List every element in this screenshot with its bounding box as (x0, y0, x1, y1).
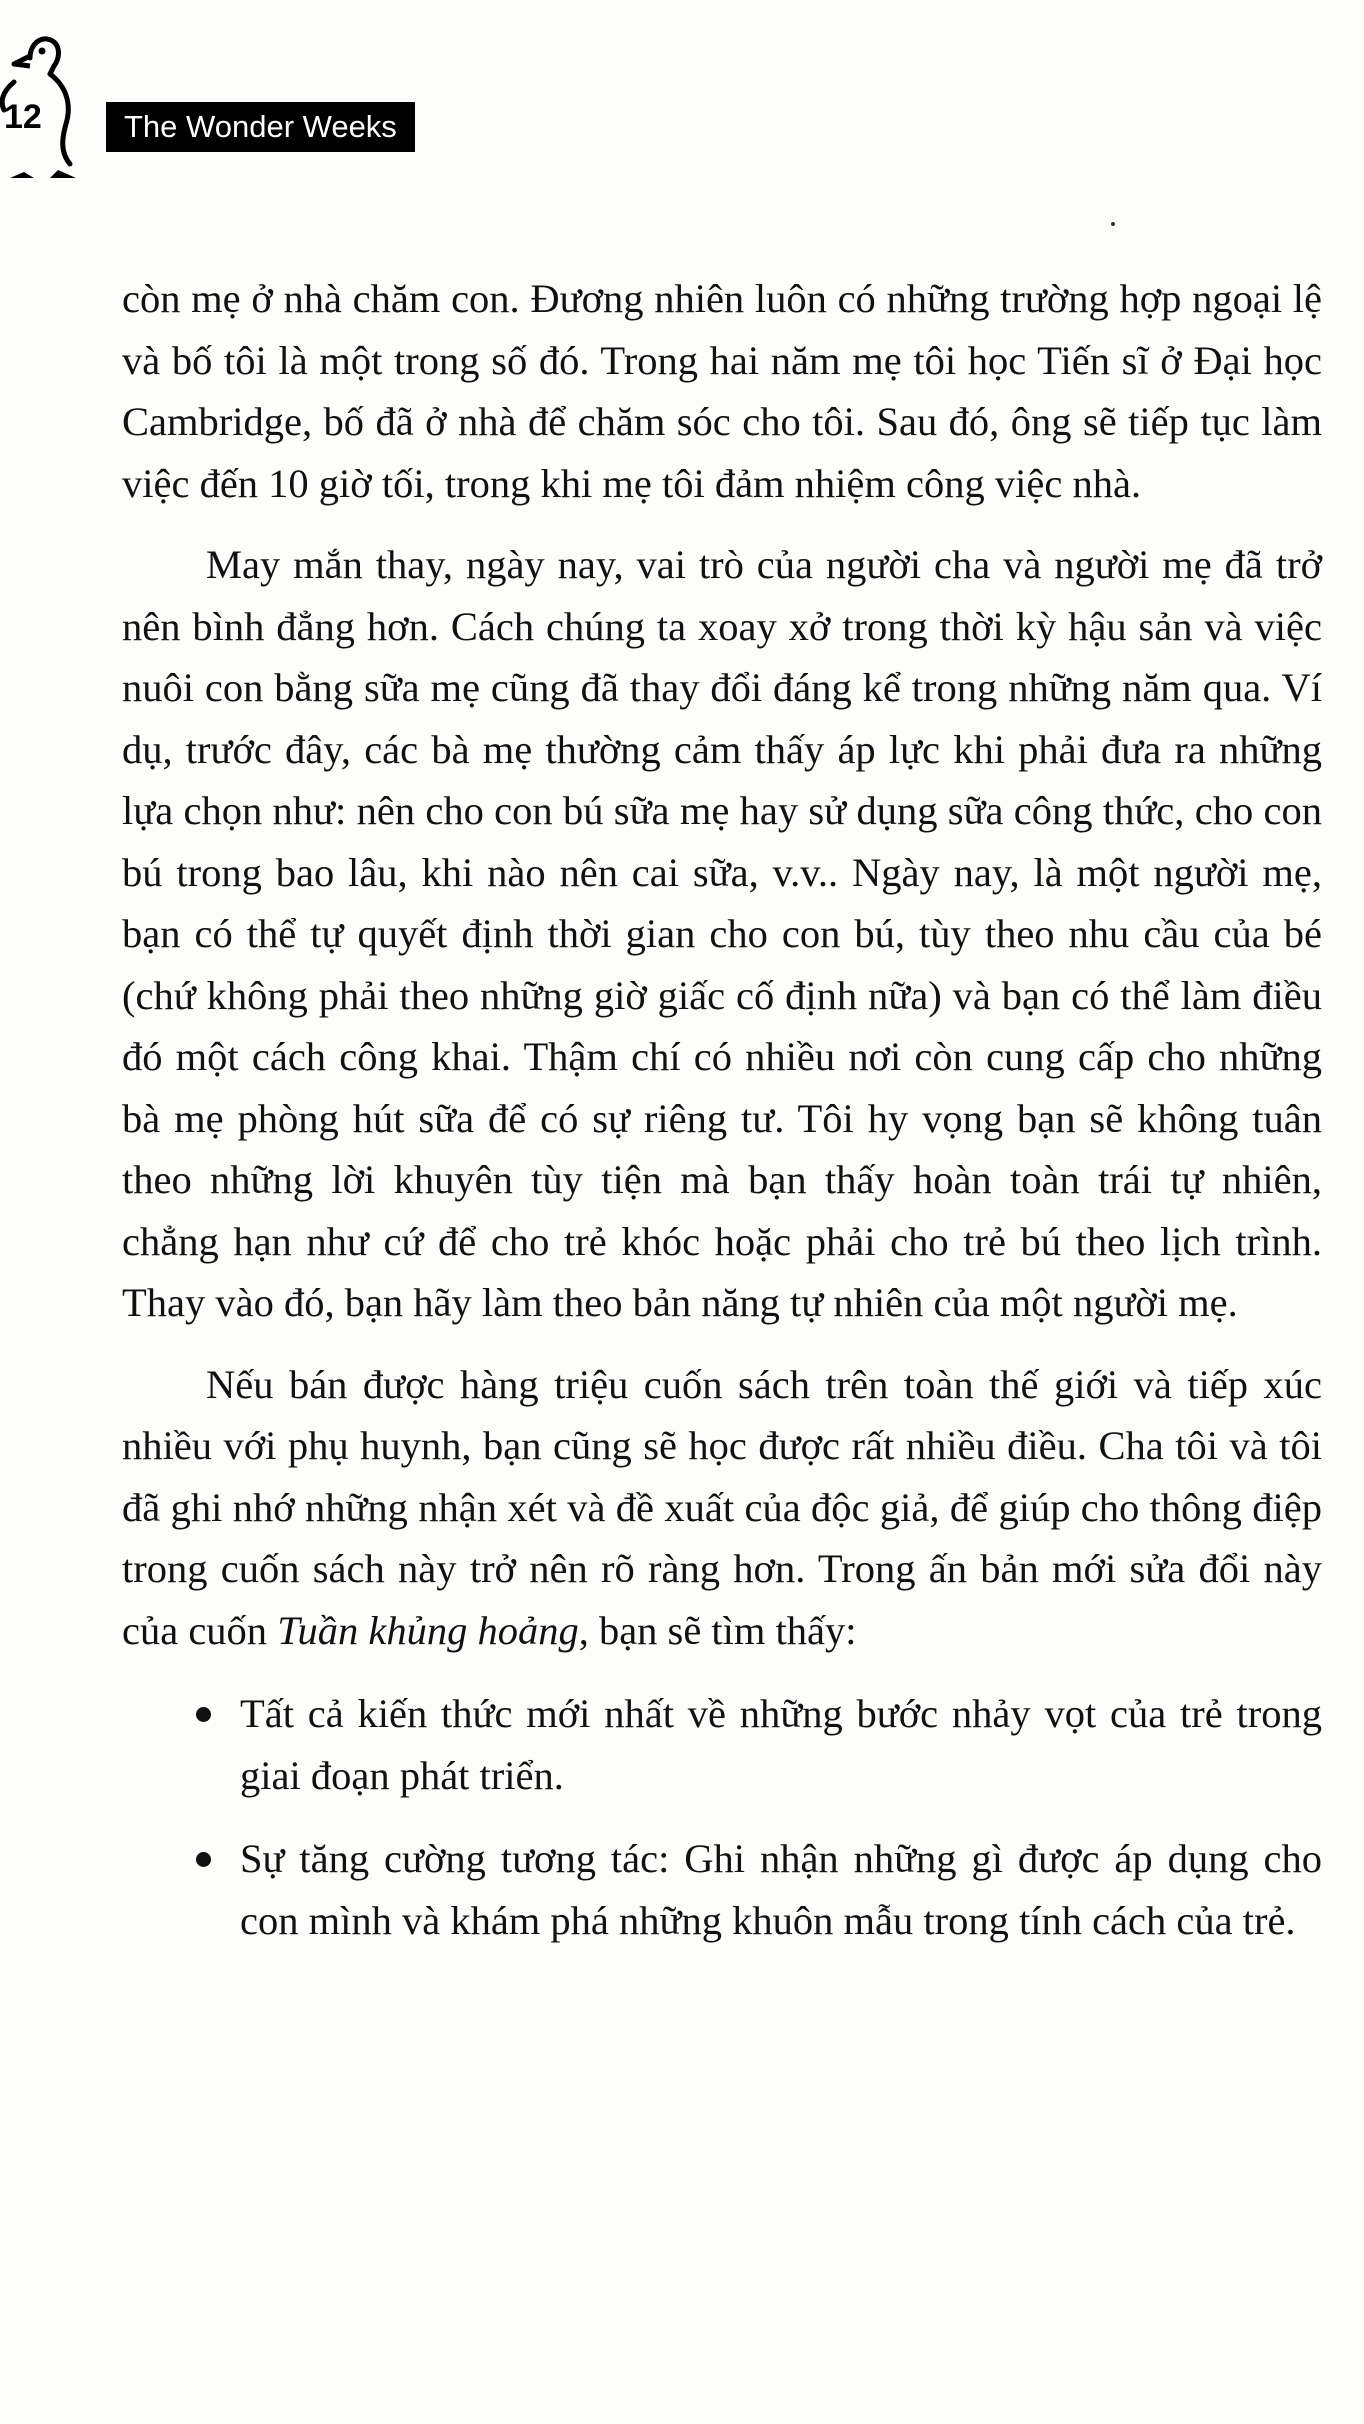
page-body (122, 268, 1322, 1973)
paragraph-3 (122, 1354, 1322, 1662)
page-header (0, 0, 1364, 190)
bullet-icon (196, 1852, 211, 1867)
paragraph-2: May mắn thay, ngày nay, vai trò của người cha và người mẹ đã trở nên bình đẳng hơn. Cách chúng ta xoay xở trong thời kỳ hậu sản và việc nuôi con bằng sữa mẹ cũng đã thay đổi đáng kể trong những năm qua. Ví dụ, trước đây, các bà mẹ thường cảm thấy áp lực khi phải đưa ra những lựa chọn như: nên cho con bú sữa mẹ hay sử dụng sữa công thức, cho con bú trong bao lâu, khi nào nên cai sữa, v.v.. Ngày nay, là một người mẹ, bạn có thể tự quyết định thời gian cho con bú, tùy theo nhu cầu của bé (chứ không phải theo những giờ giấc cố định nữa) và bạn có thể làm điều đó một cách công khai. Thậm chí có nhiều nơi còn cung cấp cho những bà mẹ phòng hút sữa để có sự riêng tư. Tôi hy vọng bạn sẽ không tuân theo những lời khuyên tùy tiện mà bạn thấy hoàn toàn trái tự nhiên, chẳng hạn như cứ để cho trẻ khóc hoặc phải cho trẻ bú theo lịch trình. Thay vào đó, bạn hãy làm theo bản năng tự nhiên của một người mẹ. (122, 542, 1322, 1325)
print-speck (1111, 222, 1115, 226)
list-item (122, 1683, 1322, 1806)
running-title: The Wonder Weeks (106, 102, 415, 152)
paragraph-3-text-end: , bạn sẽ tìm thấy: (578, 1607, 857, 1653)
paragraph-1: còn mẹ ở nhà chăm con. Đương nhiên luôn có những trường hợp ngoại lệ và bố tôi là một trong số đó. Trong hai năm mẹ tôi học Tiến sĩ ở Đại học Cambridge, bố đã ở nhà để chăm sóc cho tôi. Sau đó, ông sẽ tiếp tục làm việc đến 10 giờ tối, trong khi mẹ tôi đảm nhiệm công việc nhà. (122, 276, 1322, 506)
list-item-text: Sự tăng cường tương tác: Ghi nhận những gì được áp dụng cho con mình và khám phá những khuôn mẫu trong tính cách của trẻ. (240, 1836, 1322, 1943)
bullet-list (122, 1683, 1322, 1951)
list-item-text: Tất cả kiến thức mới nhất về những bước nhảy vọt của trẻ trong giai đoạn phát triển. (240, 1691, 1322, 1798)
bullet-icon (196, 1707, 211, 1722)
list-item (122, 1828, 1322, 1951)
page-number: 12 (4, 98, 42, 136)
paragraph-3-text-start: Nếu bán được hàng triệu cuốn sách trên toàn thế giới và tiếp xúc nhiều với phụ huynh, bạn cũng sẽ học được rất nhiều điều. Cha tôi và tôi đã ghi nhớ những nhận xét và đề xuất của độc giả, để giúp cho thông điệp trong cuốn sách này trở nên rõ ràng hơn. Trong ấn bản mới sửa đổi này của cuốn (122, 1361, 1322, 1653)
book-title-italic: Tuần khủng hoảng (277, 1607, 579, 1653)
